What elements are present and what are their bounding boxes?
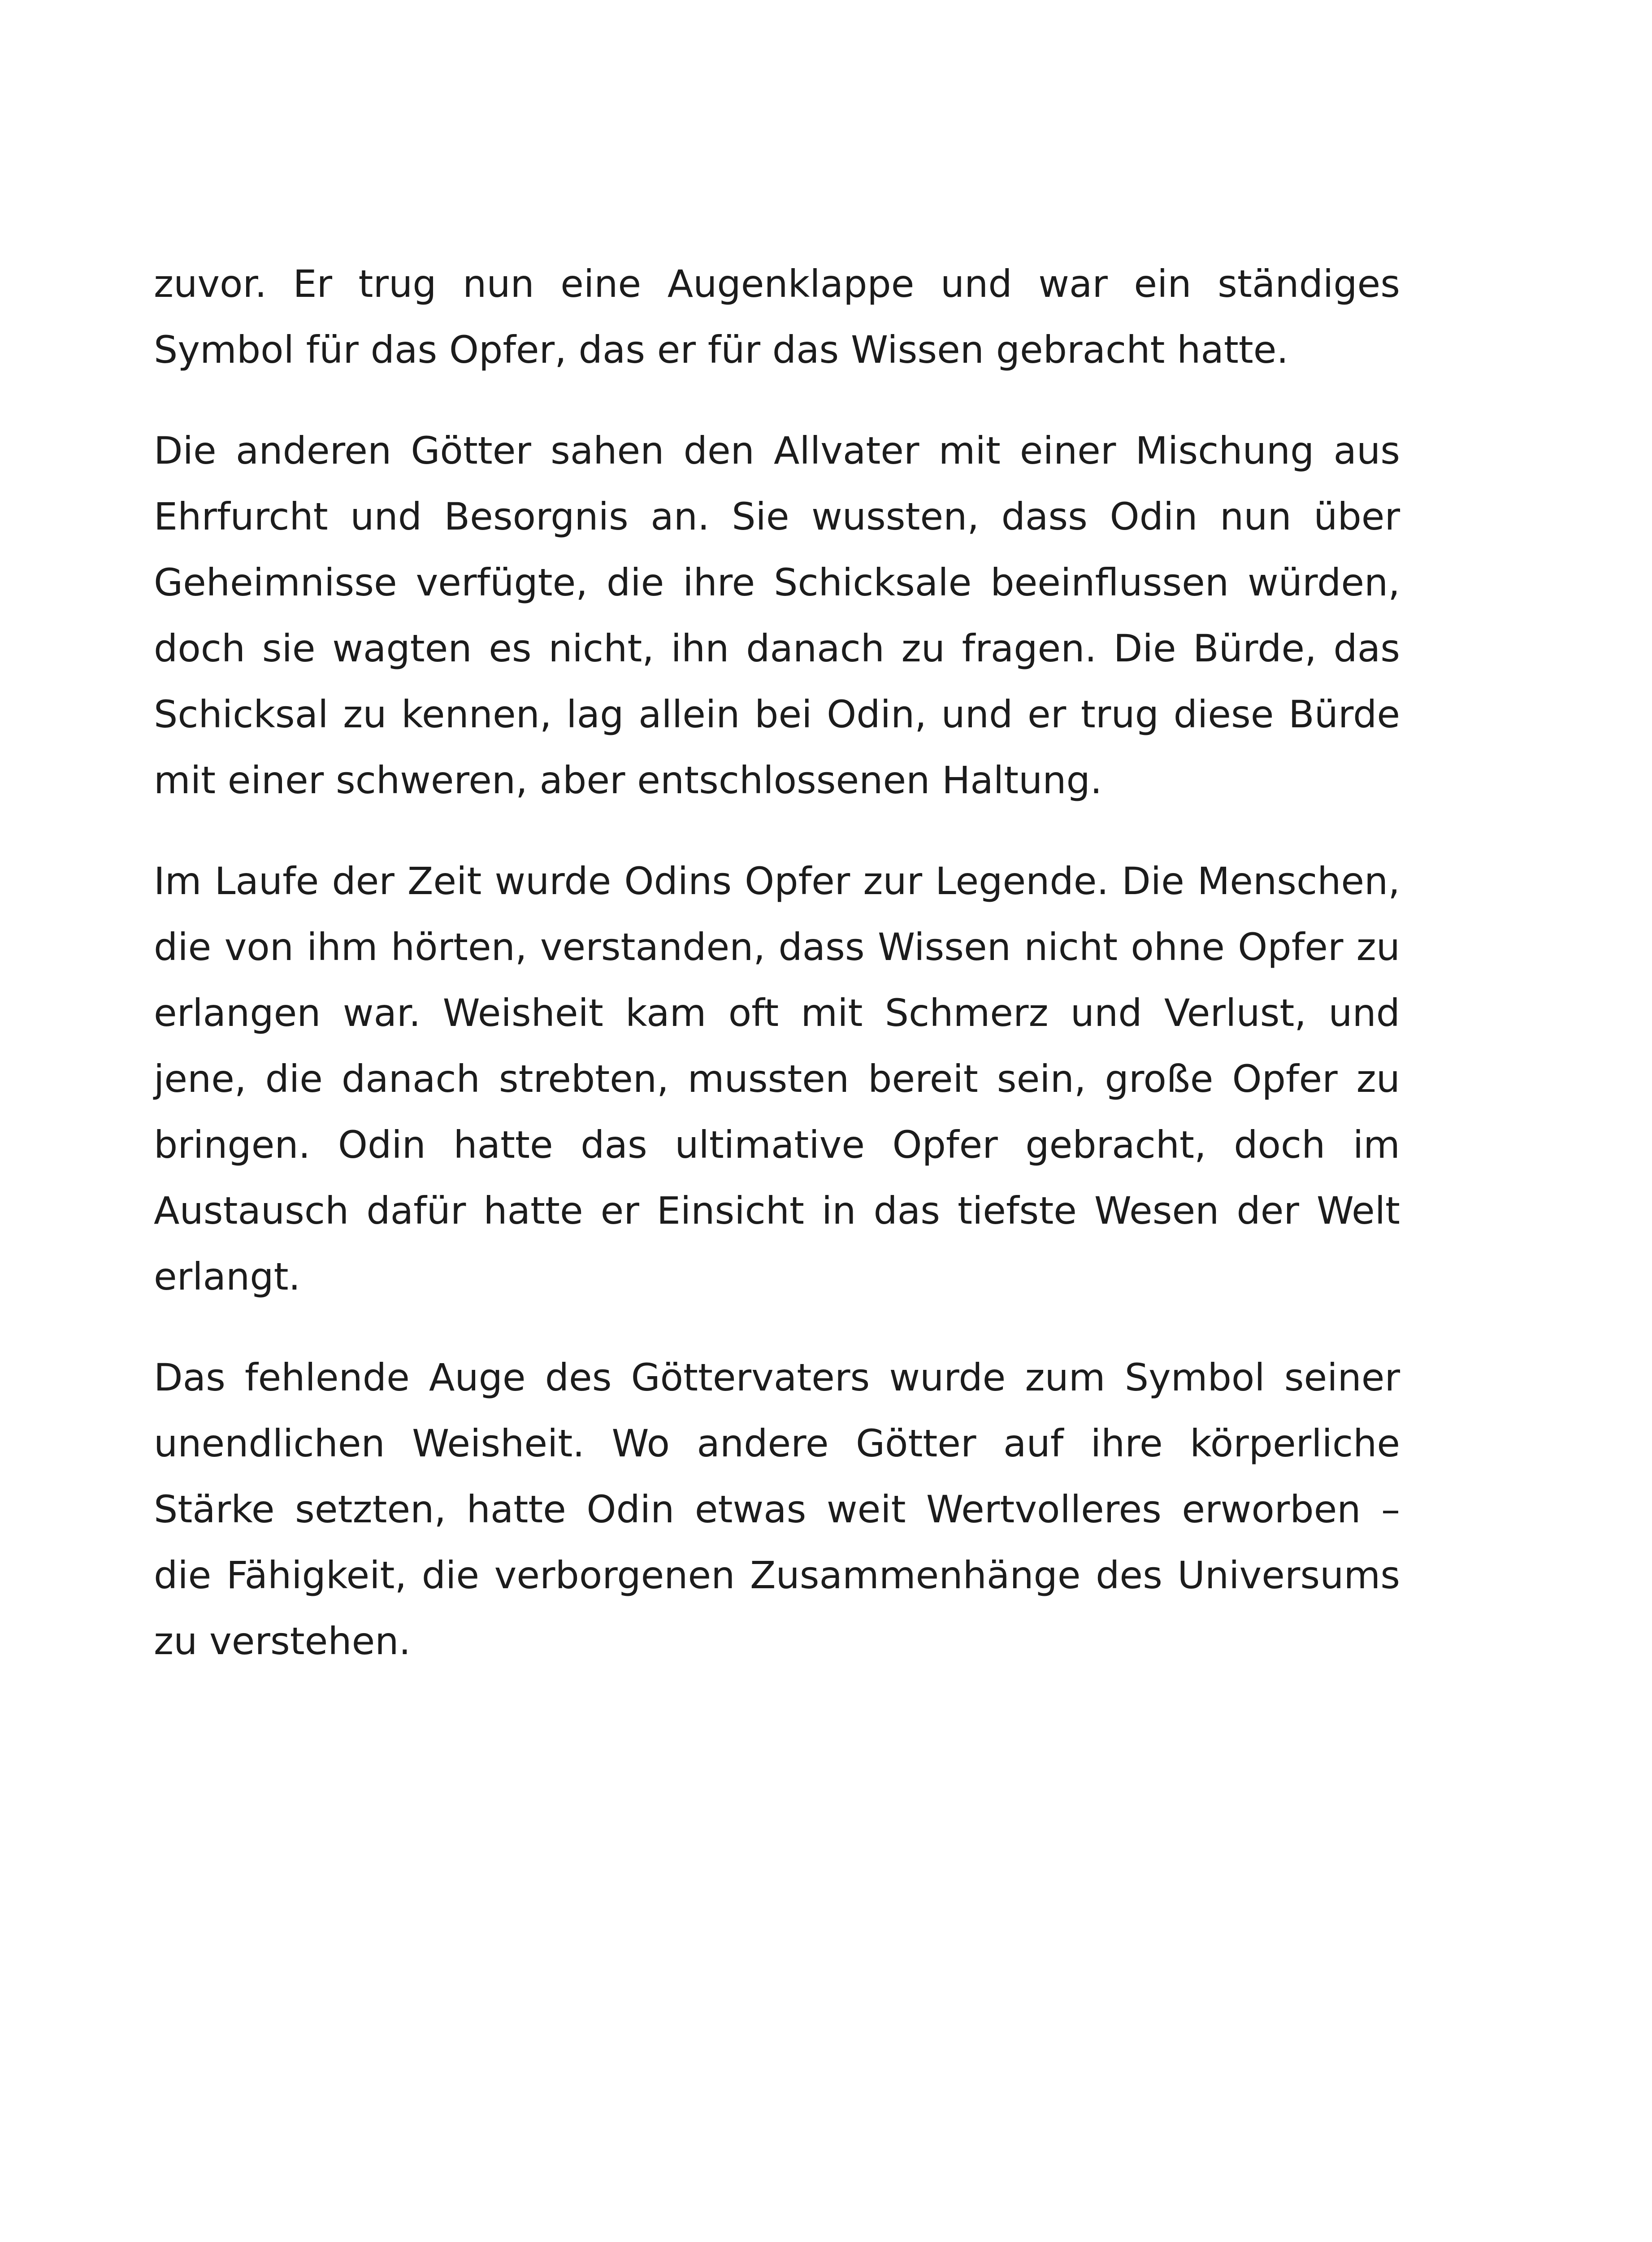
body-text [154, 251, 1400, 1674]
paragraph-2: Die anderen Götter sahen den Allvater mit einer Mischung aus Ehrfurcht und Besorgnis an. Sie wussten, dass Odin nun über Geheimnisse verfügte, die ihre Schicksale beeinflussen würden, doch sie wagten es nicht, ihn danach zu fragen. Die Bürde, das Schicksal zu kennen, lag allein bei Odin, und er trug diese Bürde mit einer schweren, aber entschlossenen Haltung. [154, 429, 1400, 802]
paragraph-4: Das fehlende Auge des Göttervaters wurde zum Symbol seiner unendlichen Weisheit. Wo andere Götter auf ihre körperliche Stärke setzten, hatte Odin etwas weit Wertvolleres erworben – die Fähigkeit, die verborgenen Zusammenhänge des Universums zu verstehen. [154, 1356, 1400, 1663]
paragraph-1: zuvor. Er trug nun eine Augenklappe und war ein ständiges Symbol für das Opfer, das er für das Wissen gebracht hatte. [154, 262, 1400, 372]
paragraph-3: Im Laufe der Zeit wurde Odins Opfer zur Legende. Die Menschen, die von ihm hörten, verstanden, dass Wissen nicht ohne Opfer zu erlangen war. Weisheit kam oft mit Schmerz und Verlust, und jene, die danach strebten, mussten bereit sein, große Opfer zu bringen. Odin hatte das ultimative Opfer gebracht, doch im Austausch dafür hatte er Einsicht in das tiefste Wesen der Welt erlangt. [154, 859, 1400, 1299]
